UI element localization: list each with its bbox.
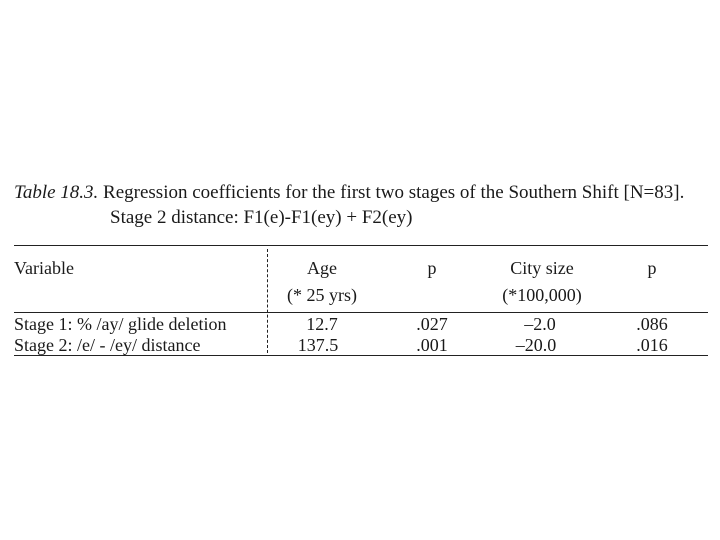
row1-age: 12.7 <box>306 314 338 334</box>
row2-age: 137.5 <box>297 335 339 355</box>
row2-p-age: .001 <box>416 335 448 355</box>
table-top-rule <box>14 245 708 246</box>
table-caption <box>14 180 714 230</box>
header-p-city: p <box>647 258 657 278</box>
header-variable: Variable <box>14 258 74 278</box>
row2-city-size: –20.0 <box>515 335 557 355</box>
header-age-unit: (* 25 yrs) <box>287 285 357 305</box>
row1-p-age: .027 <box>416 314 448 334</box>
caption-label: Table 18.3. <box>14 182 99 203</box>
header-p-age: p <box>427 258 437 278</box>
header-city-size: City size <box>510 258 574 278</box>
row1-variable: Stage 1: % /ay/ glide deletion <box>14 314 227 334</box>
row2-variable: Stage 2: /e/ - /ey/ distance <box>14 335 201 355</box>
caption-text: Regression coefficients for the first two stages of the Southern Shift [N=83]. <box>103 182 685 203</box>
column-divider <box>267 249 268 353</box>
header-city-unit: (*100,000) <box>502 285 582 305</box>
row2-p-city: .016 <box>636 335 668 355</box>
caption-line-1 <box>14 180 714 205</box>
header-age: Age <box>307 258 337 278</box>
row1-p-city: .086 <box>636 314 668 334</box>
row1-city-size: –2.0 <box>524 314 556 334</box>
caption-line-2: Stage 2 distance: F1(e)-F1(ey) + F2(ey) <box>110 207 413 228</box>
